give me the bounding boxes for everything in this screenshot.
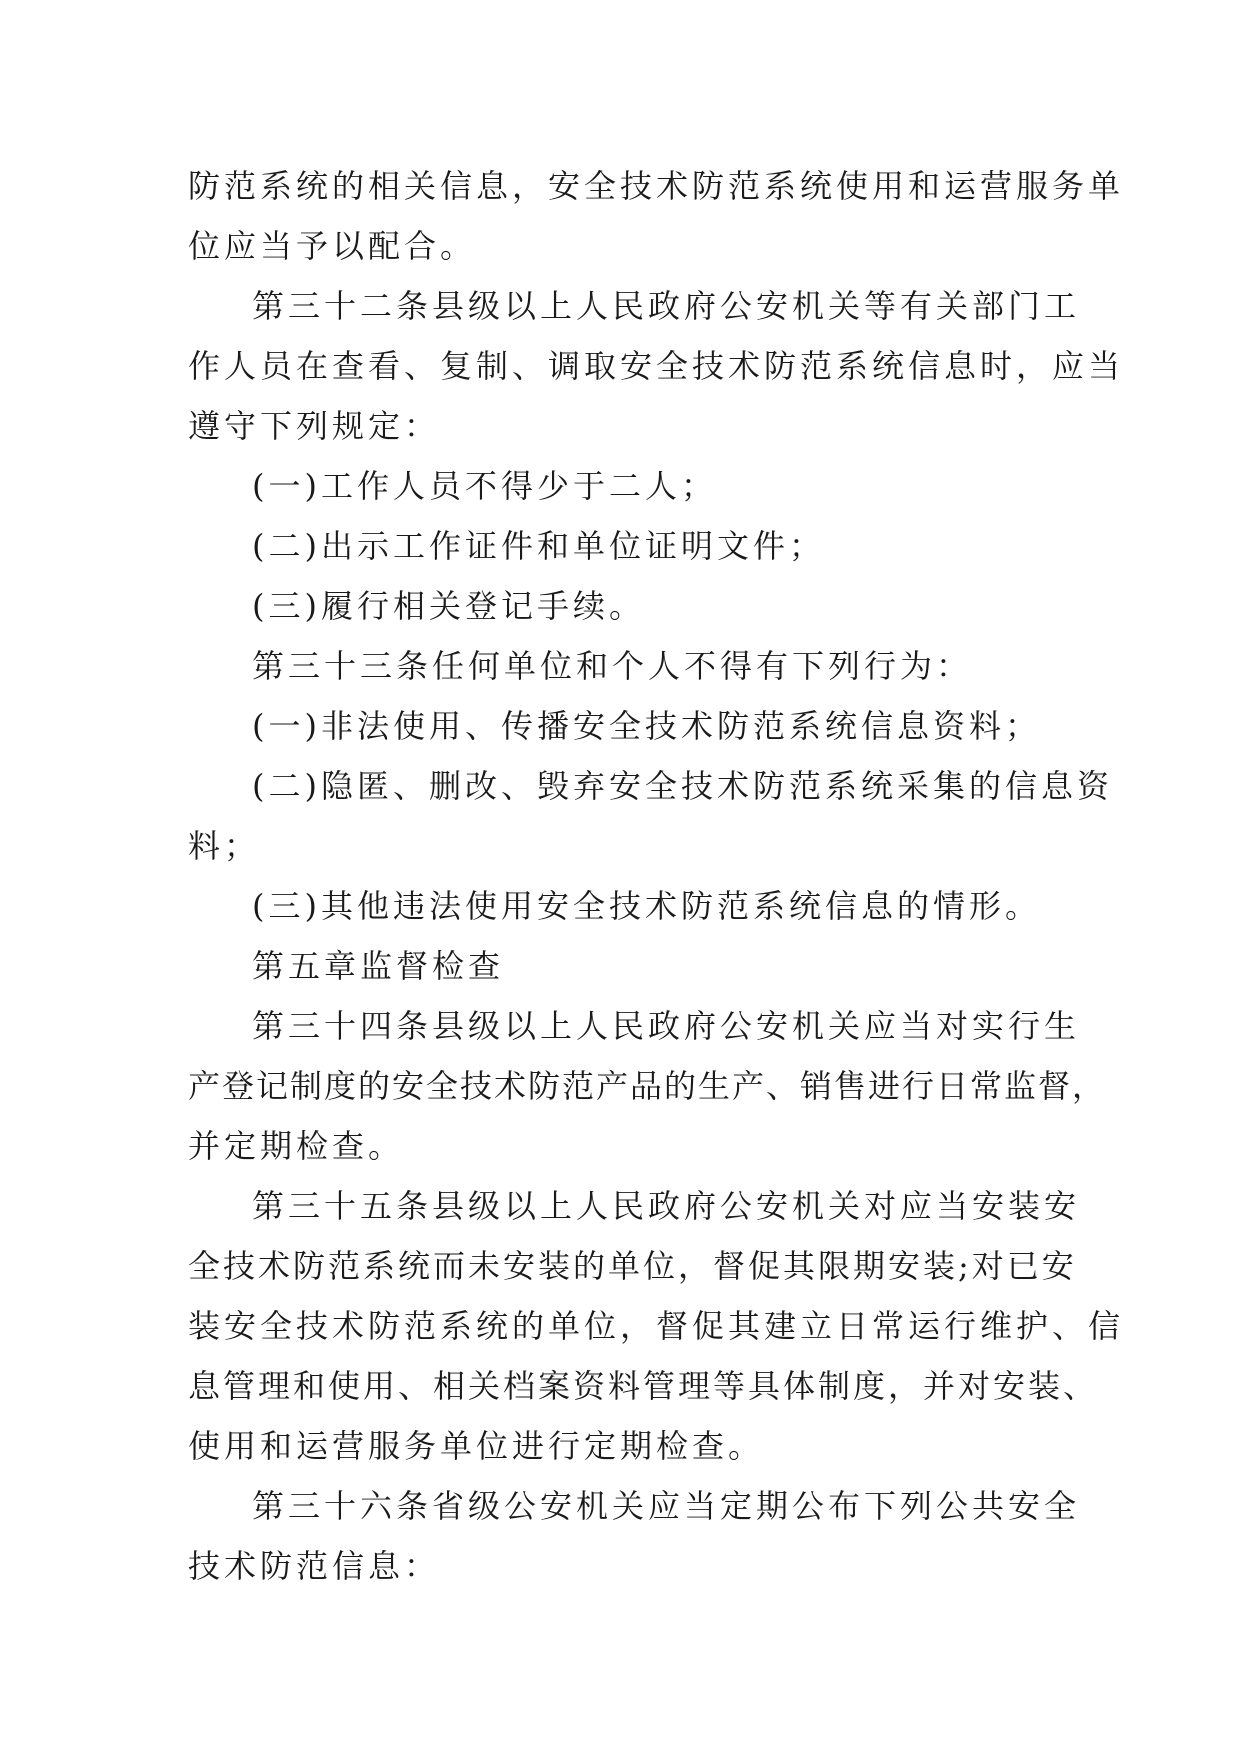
- text-line: 全技术防范系统而未安装的单位，督促其限期安装;对已安: [188, 1247, 1077, 1285]
- article-35-heading: 第三十五条县级以上人民政府公安机关对应当安装安: [252, 1187, 1081, 1225]
- article-33-heading: 第三十三条任何单位和个人不得有下列行为：: [252, 647, 973, 685]
- text-line: 使用和运营服务单位进行定期检查。: [188, 1427, 765, 1465]
- article-36-heading: 第三十六条省级公安机关应当定期公布下列公共安全: [252, 1487, 1081, 1525]
- document-body: [188, 156, 1125, 1596]
- text-line: 遵守下列规定：: [188, 407, 441, 445]
- chapter-title: 第五章监督检查: [252, 947, 505, 985]
- list-item: (二)出示工作证件和单位证明文件；: [252, 527, 825, 565]
- text-line: 作人员在查看、复制、调取安全技术防范系统信息时，应当: [188, 347, 1125, 385]
- text-line: 产登记制度的安全技术防范产品的生产、销售进行日常监督，: [188, 1067, 1107, 1105]
- list-item: (三)履行相关登记手续。: [252, 587, 645, 625]
- text-line: 息管理和使用、相关档案资料管理等具体制度，并对安装、: [188, 1367, 1099, 1405]
- article-34-heading: 第三十四条县级以上人民政府公安机关应当对实行生: [252, 1007, 1081, 1045]
- article-32-heading: 第三十二条县级以上人民政府公安机关等有关部门工: [252, 287, 1081, 325]
- text-line: 装安全技术防范系统的单位，督促其建立日常运行维护、信: [188, 1307, 1125, 1345]
- text-line: 技术防范信息：: [188, 1547, 441, 1585]
- text-line: 料；: [188, 827, 261, 865]
- text-line: 并定期检查。: [188, 1127, 405, 1165]
- text-line: 防范系统的相关信息，安全技术防范系统使用和运营服务单: [188, 167, 1125, 205]
- list-item: (三)其他违法使用安全技术防范系统信息的情形。: [252, 887, 1041, 925]
- list-item: (一)工作人员不得少于二人；: [252, 467, 717, 505]
- text-line: 位应当予以配合。: [188, 227, 477, 265]
- list-item: (二)隐匿、删改、毁弃安全技术防范系统采集的信息资: [252, 767, 1113, 805]
- list-item: (一)非法使用、传播安全技术防范系统信息资料；: [252, 707, 1041, 745]
